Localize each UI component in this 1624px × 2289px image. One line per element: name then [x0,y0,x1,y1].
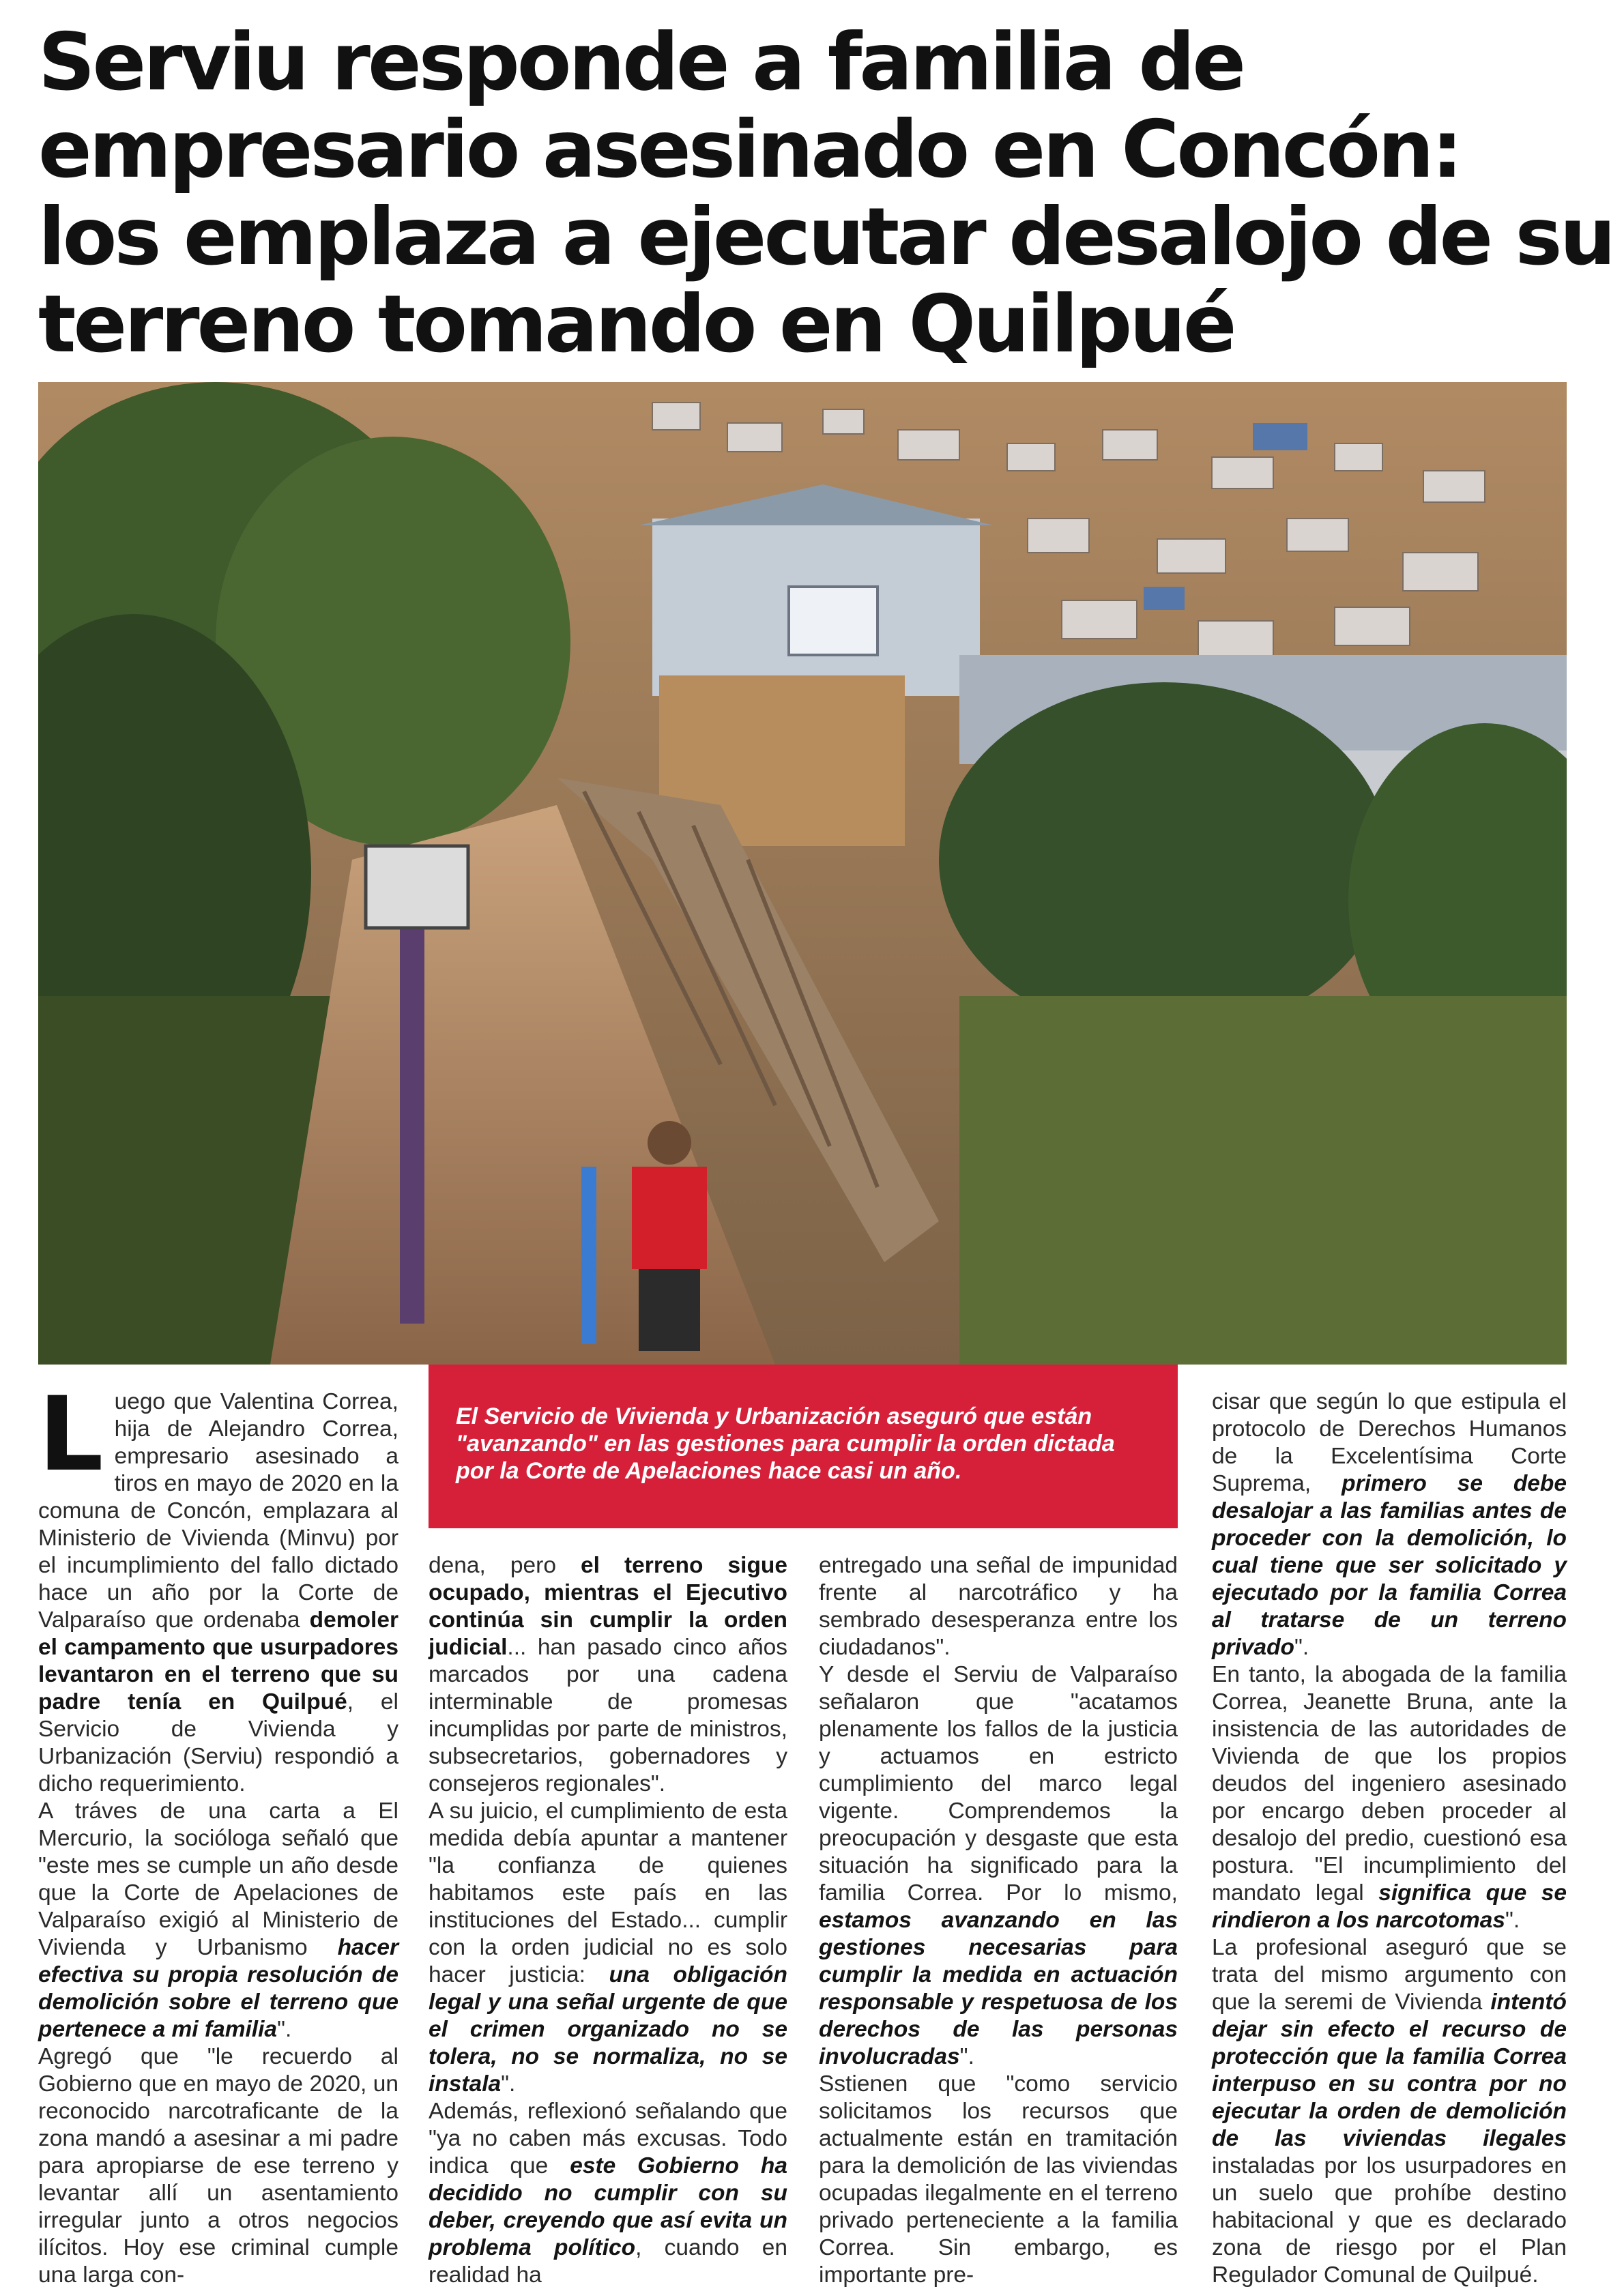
paragraph: cisar que según lo que estipula el protocolo de Derechos Humanos de la Excelentísima Corte Suprema, primero se debe desalojar a las familias antes de proceder con la demolición, lo cual tiene que ser solicitado y ejecutado por la familia Correa al tratarse de un terreno privado". [1212,1389,1567,1660]
pull-quote-text: El Servicio de Vivienda y Urbanización aseguró que están "avanzando" en las gestiones para cumplir la orden dictada por la Corte de Apelaciones hace casi un año. [456,1403,1115,1484]
headline-line: empresario asesinado en Concón: [38,104,1461,196]
paragraph: dena, pero el terreno sigue ocupado, mientras el Ejecutivo continúa sin cumplir la orden judicial... han pasado cinco años marcados por una cadena interminable de promesas incumplidas por parte de ministros, subsecretarios, gobernadores y consejeros regionales". [429,1553,787,1796]
paragraph: La profesional aseguró que se trata del mismo argumento con que la seremi de Vivienda intentó dejar sin efecto el recurso de protección que la familia Correa interpuso en su contra por no ejecutar la orden de demolición de las viviendas ilegales instaladas por los usurpadores en un suelo que prohíbe destino habitacional y que es declarado zona de riesgo por el Plan Regulador Comunal de Quilpué. [1212,1935,1567,2288]
lead-photo [38,382,1567,1365]
article-column-1 [38,1375,398,2289]
article-column-4 [1212,1388,1567,2289]
paragraph: Sstienen que "como servicio solicitamos los recursos que actualmente están en tramitación para la demolición de las viviendas ocupadas ilegalmente en el terreno privado perteneciente a la familia Correa. Sin embargo, es importante pre- [819,2071,1178,2288]
paragraph: A su juicio, el cumplimiento de esta medida debía apuntar a mantener "la confianza de quienes habitamos este país en las instituciones del Estado... cumplir con la orden judicial no es solo hacer justicia: una obligación legal y una señal urgente de que el crimen organizado no se tolera, no se normaliza, no se instala". [429,1798,787,2097]
article-column-3 [819,1552,1178,2289]
article-column-2 [429,1552,787,2289]
headline-line: terreno tomando en Quilpué [38,278,1234,370]
paragraph: Además, reflexionó señalando que "ya no caben más excusas. Todo indica que este Gobierno ha decidido no cumplir con su deber, creyendo que así evita un problema político, cuando en realidad ha [429,2099,787,2288]
headline-line: los emplaza a ejecutar desalojo de su [38,191,1614,283]
drop-cap: L [38,1375,104,1494]
paragraph: Agregó que "le recuerdo al Gobierno que en mayo de 2020, un reconocido narcotraficante de la zona mandó a asesinar a mi padre para apropiarse de ese terreno y levantar allí un asentamiento irregular junto a otros negocios ilícitos. Hoy ese criminal cumple una larga con- [38,2044,398,2288]
paragraph: A tráves de una carta a El Mercurio, la socióloga señaló que "este mes se cumple un año desde que la Corte de Apelaciones de Valparaíso exigió al Ministerio de Vivienda y Urbanismo hacer efectiva su propia resolución de demolición sobre el terreno que pertenece a mi familia". [38,1798,398,2042]
paragraph: En tanto, la abogada de la familia Correa, Jeanette Bruna, ante la insistencia de las autoridades de Vivienda de que los propios deudos del ingeniero asesinado por encargo deben proceder al desalojo del predio, cuestionó esa postura. "El incumplimiento del mandato legal significa que se rindieron a los narcotomas". [1212,1662,1567,1933]
headline [38,16,1614,370]
pull-quote-box [429,1365,1178,1528]
paragraph: entregado una señal de impunidad frente al narcotráfico y ha sembrado desesperanza entre los ciudadanos". [819,1553,1178,1660]
paragraph: uego que Valentina Correa, hija de Alejandro Correa, empresario asesinado a tiros en mayo de 2020 en la comuna de Concón, emplazara al Ministerio de Vivienda (Minvu) por el incumplimiento del fallo dictado hace un año por la Corte de Valparaíso que ordenaba demoler el campamento que usurpadores levantaron en el terreno que su padre tenía en Quilpué, el Servicio de Vivienda y Urbanización (Serviu) respondió a dicho requerimiento. [38,1389,398,1796]
headline-line: Serviu responde a familia de [38,16,1244,108]
photo-illustration [38,382,1567,1365]
paragraph: Y desde el Serviu de Valparaíso señalaron que "acatamos plenamente los fallos de la justicia y actuamos en estricto cumplimiento del marco legal vigente. Comprendemos la preocupación y desgaste que esta situación ha significado para la familia Correa. Por lo mismo, estamos avanzando en las gestiones necesarias para cumplir la medida en actuación responsable y respetuosa de los derechos de las personas involucradas". [819,1662,1178,2069]
